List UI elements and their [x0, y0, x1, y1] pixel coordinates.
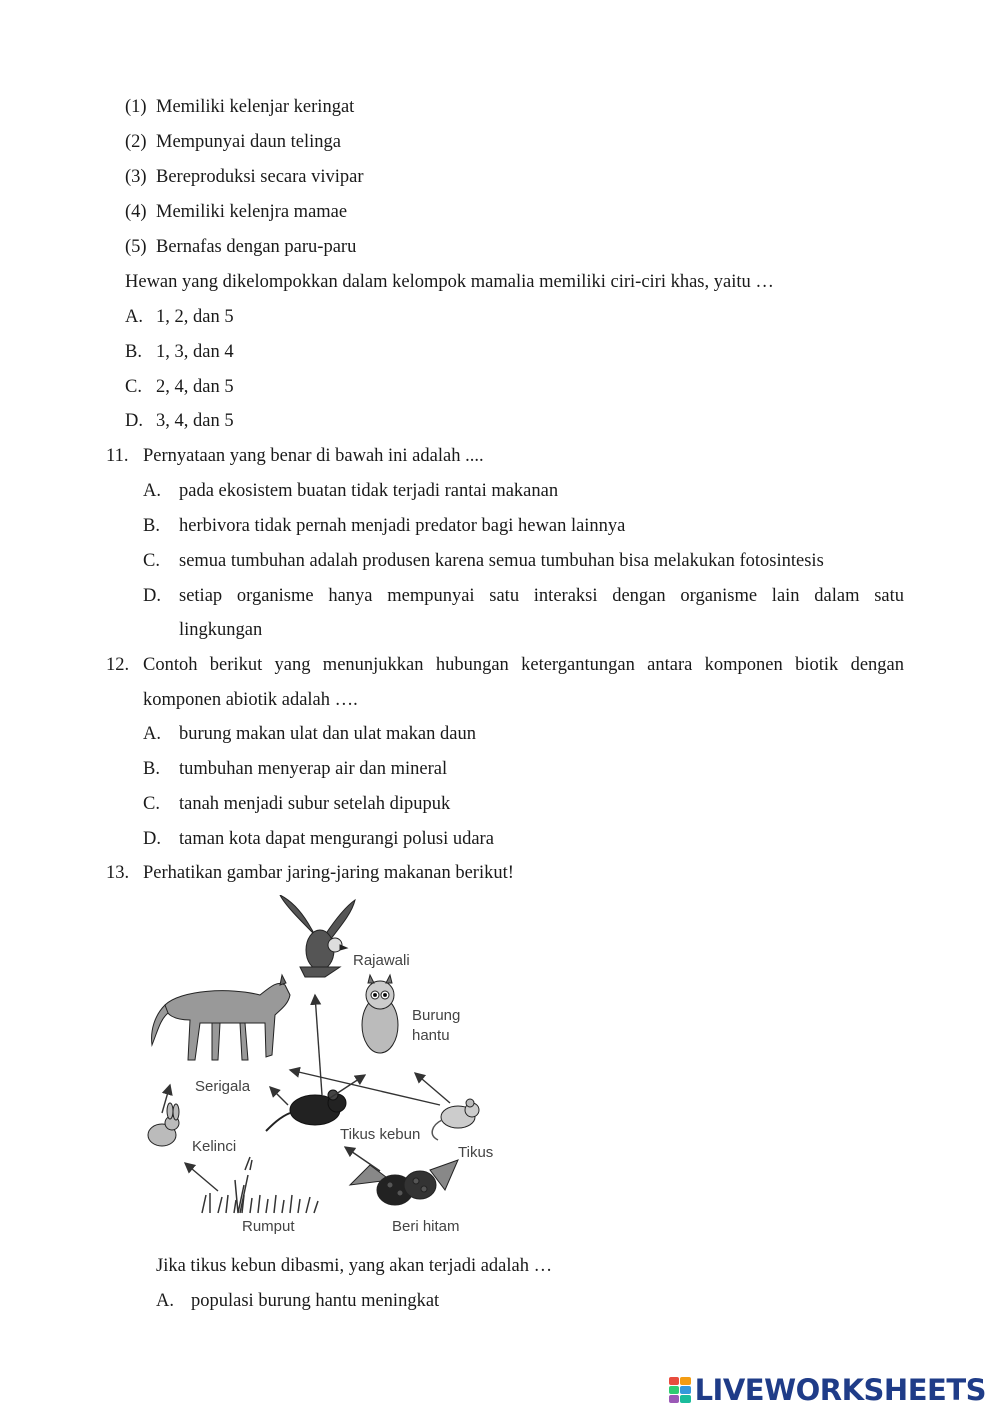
food-web-figure	[140, 895, 540, 1240]
liveworksheets-logo	[669, 1374, 986, 1406]
criteria-number: (3)	[125, 167, 147, 187]
option-text[interactable]: 3, 4, dan 5	[156, 411, 234, 431]
option-text[interactable]: setiap organisme hanya mempunyai satu interaksi dengan organisme lain dalam satu	[179, 586, 904, 606]
option-text[interactable]: semua tumbuhan adalah produsen karena semua tumbuhan bisa melakukan fotosintesis	[179, 551, 824, 571]
option-text[interactable]: 1, 3, dan 4	[156, 342, 234, 362]
option-label: A.	[125, 307, 143, 327]
option-text[interactable]: 1, 2, dan 5	[156, 307, 234, 327]
question-number: 13.	[106, 863, 130, 883]
option-text[interactable]: taman kota dapat mengurangi polusi udara	[179, 829, 494, 849]
owl-icon	[362, 975, 398, 1053]
label-tikus: Tikus	[458, 1144, 494, 1161]
criteria-number: (5)	[125, 237, 147, 257]
option-label: A.	[143, 481, 161, 501]
criteria-number: (1)	[125, 97, 147, 117]
label-rajawali: Rajawali	[353, 952, 410, 969]
criteria-text: Bernafas dengan paru-paru	[156, 237, 357, 257]
option-label: C.	[143, 551, 160, 571]
wolf-icon	[152, 975, 290, 1060]
option-label: D.	[143, 829, 161, 849]
criteria-number: (2)	[125, 132, 147, 152]
option-text[interactable]: burung makan ulat dan ulat makan daun	[179, 724, 476, 744]
option-label: B.	[143, 516, 160, 536]
question-stem: Hewan yang dikelompokkan dalam kelompok mamalia memiliki ciri-ciri khas, yaitu …	[125, 272, 774, 292]
logo-grid-icon	[669, 1377, 691, 1403]
eagle-icon	[280, 895, 355, 977]
criteria-text: Mempunyai daun telinga	[156, 132, 341, 152]
question-stem-continued: komponen abiotik adalah ….	[143, 690, 358, 710]
option-text[interactable]: tanah menjadi subur setelah dipupuk	[179, 794, 451, 814]
option-text[interactable]: 2, 4, dan 5	[156, 377, 234, 397]
option-label: A.	[143, 724, 161, 744]
option-text[interactable]: pada ekosistem buatan tidak terjadi rantai makanan	[179, 481, 559, 501]
question-stem: Perhatikan gambar jaring-jaring makanan berikut!	[143, 863, 514, 883]
question-number: 12.	[106, 655, 130, 675]
question-prompt: Jika tikus kebun dibasmi, yang akan terjadi adalah …	[156, 1256, 553, 1276]
option-label: C.	[125, 377, 142, 397]
label-serigala: Serigala	[195, 1078, 251, 1095]
grass-icon	[202, 1157, 318, 1213]
blackberry-icon	[350, 1160, 458, 1205]
label-kelinci: Kelinci	[192, 1138, 237, 1155]
question-stem: Pernyataan yang benar di bawah ini adalah ....	[143, 446, 484, 466]
criteria-text: Memiliki kelenjra mamae	[156, 202, 348, 222]
criteria-text: Bereproduksi secara vivipar	[156, 167, 364, 187]
option-label: D.	[143, 586, 161, 606]
question-stem: Contoh berikut yang menunjukkan hubungan ketergantungan antara komponen biotik dengan	[143, 655, 904, 675]
option-text[interactable]: tumbuhan menyerap air dan mineral	[179, 759, 448, 779]
option-label: A.	[156, 1291, 174, 1311]
question-number: 11.	[106, 446, 129, 466]
option-label: B.	[125, 342, 142, 362]
option-text[interactable]: populasi burung hantu meningkat	[191, 1291, 440, 1311]
criteria-text: Memiliki kelenjar keringat	[156, 97, 355, 117]
label-rumput: Rumput	[242, 1218, 295, 1235]
option-label: D.	[125, 411, 143, 431]
criteria-number: (4)	[125, 202, 147, 222]
label-beri-hitam: Beri hitam	[392, 1218, 460, 1235]
label-burung: Burung	[412, 1007, 461, 1024]
label-tikus-kebun: Tikus kebun	[340, 1126, 421, 1143]
option-label: B.	[143, 759, 160, 779]
logo-text: LIVEWORKSHEETS	[694, 1373, 986, 1407]
label-hantu: hantu	[412, 1027, 450, 1044]
option-text-continued[interactable]: lingkungan	[179, 620, 263, 640]
option-text[interactable]: herbivora tidak pernah menjadi predator bagi hewan lainnya	[179, 516, 626, 536]
option-label: C.	[143, 794, 160, 814]
